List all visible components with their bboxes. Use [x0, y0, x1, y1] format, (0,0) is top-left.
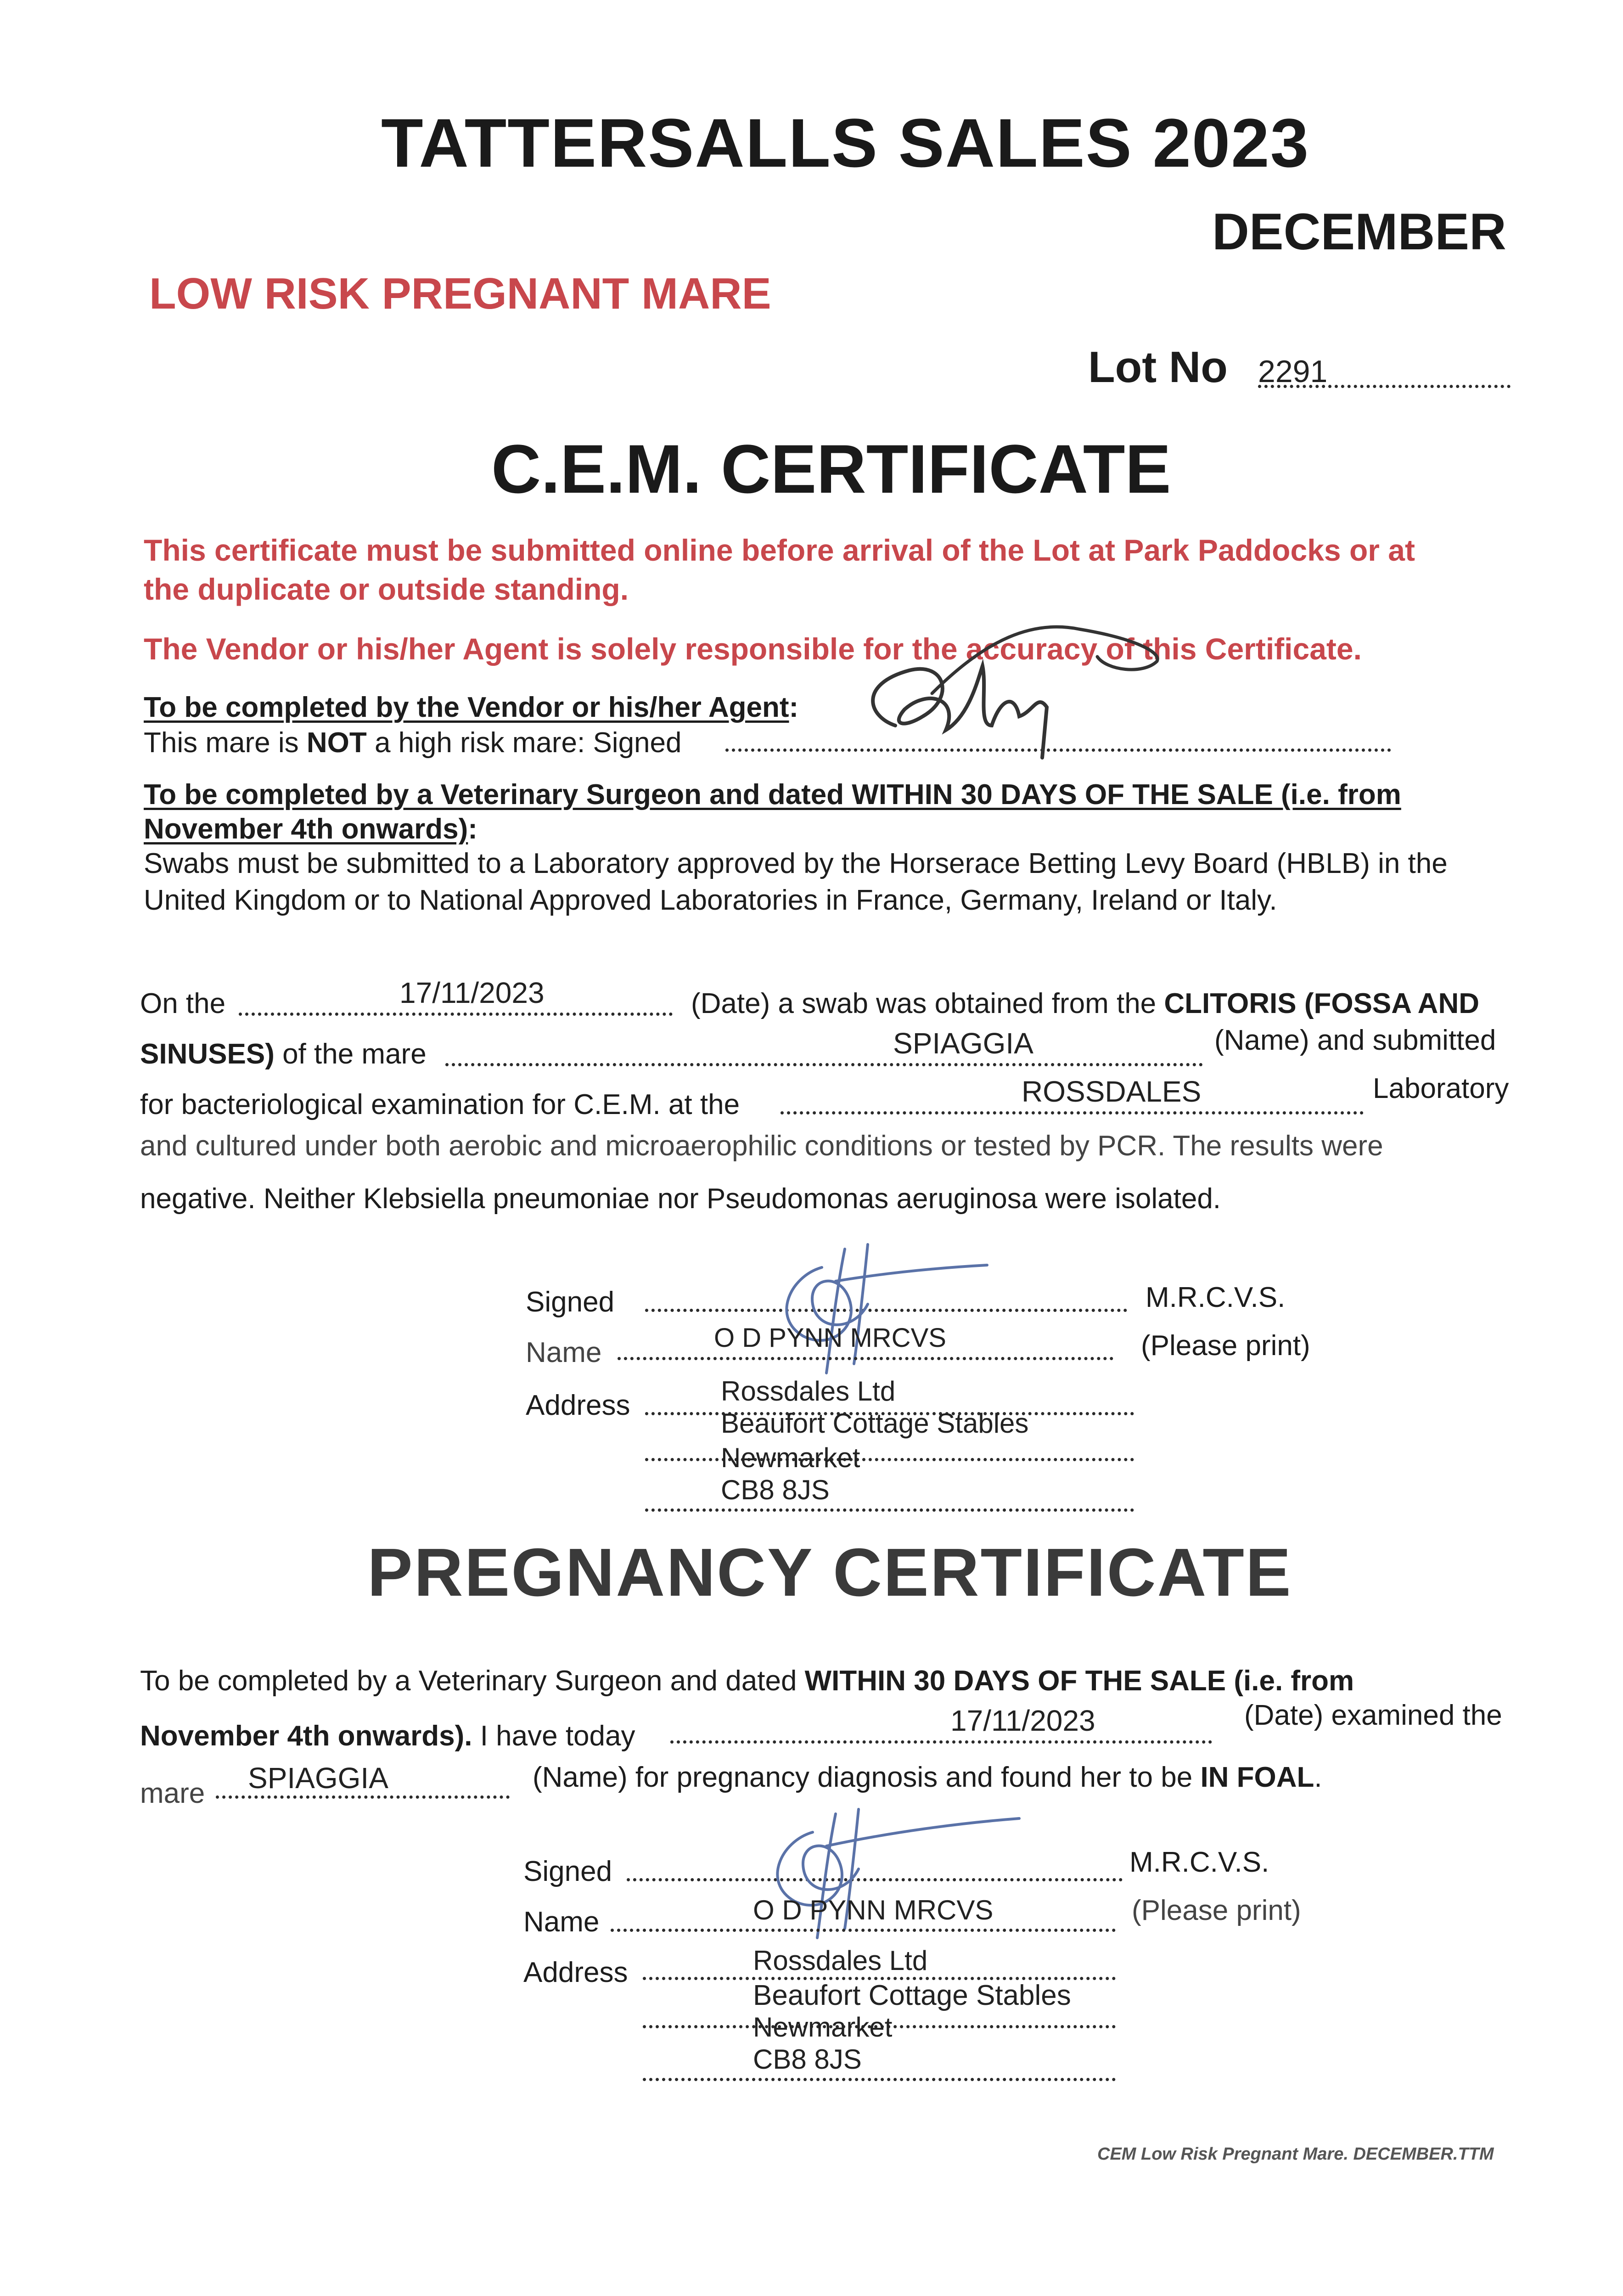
pregnancy-mare-name: SPIAGGIA: [248, 1761, 388, 1795]
negative-text: negative. Neither Klebsiella pneumoniae nor Pseudomonas aeruginosa were isolated.: [140, 1183, 1221, 1215]
vendor-heading-colon: :: [789, 692, 799, 723]
cem-address-4: CB8 8JS: [721, 1474, 830, 1505]
swab-date-line: [239, 1013, 673, 1016]
pregnancy-line-1-bold: WITHIN 30 DAYS OF THE SALE: [804, 1665, 1226, 1697]
online-notice-line-2: the duplicate or outside standing.: [144, 572, 629, 606]
cem-address-label: Address: [526, 1390, 630, 1421]
pregnancy-name-label: Name: [523, 1906, 600, 1938]
pregnancy-name-line: [611, 1929, 1116, 1932]
pregnancy-diagnosis-period: .: [1314, 1761, 1322, 1793]
pregnancy-line-2: [140, 1720, 635, 1752]
swab-date: 17/11/2023: [399, 976, 545, 1009]
pregnancy-line-1-plain: To be completed by a Veterinary Surgeon and dated: [140, 1665, 805, 1697]
pregnancy-mrcvs: M.R.C.V.S.: [1129, 1846, 1269, 1878]
pregnancy-line-2-bold: November 4th onwards).: [140, 1720, 472, 1752]
pregnancy-signed-label: Signed: [523, 1856, 612, 1887]
laboratory-text: Laboratory: [1373, 1073, 1509, 1104]
cem-mare-name: SPIAGGIA: [893, 1027, 1033, 1060]
online-notice-line-1: This certificate must be submitted online before arrival of the Lot at Park Paddocks or at: [144, 533, 1415, 567]
of-the-mare-text: of the mare: [274, 1038, 427, 1070]
cem-address-3: Newmarket: [721, 1442, 860, 1473]
sale-month: DECEMBER: [1212, 203, 1506, 260]
pregnancy-line-2-plain: I have today: [472, 1720, 635, 1752]
swab-date-suffix: [691, 987, 1479, 1020]
pregnancy-address-1: Rossdales Ltd: [753, 1945, 928, 1976]
cem-name-label: Name: [526, 1337, 602, 1368]
pregnancy-please-print: (Please print): [1132, 1895, 1301, 1926]
cem-signed-label: Signed: [526, 1286, 615, 1318]
responsibility-notice: The Vendor or his/her Agent is solely responsible for the accuracy of this Certificate.: [144, 632, 1362, 666]
cem-name-line: [618, 1357, 1113, 1360]
vendor-declaration-pre: This mare is: [144, 727, 307, 759]
cem-title: C.E.M. CERTIFICATE: [491, 430, 1171, 507]
vet-heading-colon: :: [468, 813, 477, 845]
swab-requirement-line-1: Swabs must be submitted to a Laboratory approved by the Horserace Betting Levy Board (HBLB) in the: [144, 848, 1448, 879]
pregnancy-address-label: Address: [523, 1957, 628, 1988]
clitoris-text: CLITORIS (FOSSA AND: [1164, 988, 1479, 1019]
cem-mrcvs: M.R.C.V.S.: [1146, 1282, 1286, 1313]
footer-filename: CEM Low Risk Pregnant Mare. DECEMBER.TTM: [1097, 2144, 1494, 2164]
lot-number: 2291: [1258, 354, 1328, 389]
vendor-declaration-not: NOT: [306, 727, 367, 759]
sale-title: TATTERSALLS SALES 2023: [381, 104, 1310, 181]
pregnancy-date-line: [670, 1740, 1212, 1744]
sinuses-text: SINUSES): [140, 1038, 275, 1070]
cem-address-line-3: [645, 1508, 1134, 1512]
pregnancy-line-1-end: (i.e. from: [1226, 1665, 1354, 1697]
swab-requirement-line-2: United Kingdom or to National Approved Laboratories in France, Germany, Ireland or Italy.: [144, 884, 1277, 916]
vendor-signature: [840, 611, 1207, 758]
cem-vet-name: O D PYNN MRCVS: [714, 1323, 946, 1353]
lot-number-line: [1258, 385, 1511, 388]
pregnancy-diagnosis: [533, 1761, 1322, 1794]
pregnancy-diagnosis-text: (Name) for pregnancy diagnosis and found her to be: [533, 1761, 1201, 1793]
on-the-label: On the: [140, 988, 226, 1019]
vet-heading-line-2-text: November 4th onwards): [144, 813, 468, 845]
laboratory-line: [781, 1111, 1364, 1114]
mare-name-line: [445, 1063, 1203, 1066]
pregnancy-address-3: Newmarket: [753, 2012, 893, 2043]
bacteriological-text: for bacteriological examination for C.E.M. at the: [140, 1089, 740, 1120]
pregnancy-date-suffix: (Date) examined the: [1244, 1699, 1502, 1731]
pregnancy-line-1: [140, 1665, 1354, 1697]
pregnancy-address-2: Beaufort Cottage Stables: [753, 1980, 1071, 2011]
pregnancy-title: PREGNANCY CERTIFICATE: [367, 1535, 1292, 1610]
cem-address-1: Rossdales Ltd: [721, 1376, 896, 1407]
vet-heading-line-2: [144, 813, 477, 845]
pregnancy-mare-label: mare: [140, 1778, 205, 1809]
pregnancy-vet-name: O D PYNN MRCVS: [753, 1895, 994, 1925]
cem-address-line-2: [645, 1458, 1134, 1461]
pregnancy-address-line-3: [643, 2078, 1116, 2081]
lot-label: Lot No: [1088, 343, 1228, 392]
vendor-heading: [144, 691, 798, 724]
pregnancy-address-4: CB8 8JS: [753, 2044, 862, 2075]
vet-heading-line-1: To be completed by a Veterinary Surgeon and dated WITHIN 30 DAYS OF THE SALE (i.e. from: [144, 779, 1401, 810]
cultured-text: and cultured under both aerobic and microaerophilic conditions or tested by PCR. The results were: [140, 1130, 1383, 1162]
laboratory-name: ROSSDALES: [1022, 1075, 1202, 1108]
name-submitted-text: (Name) and submitted: [1214, 1024, 1496, 1056]
vendor-heading-text: To be completed by the Vendor or his/her Agent: [144, 692, 789, 723]
vendor-declaration: [144, 726, 682, 759]
pregnancy-mare-line: [216, 1795, 510, 1799]
pregnancy-date: 17/11/2023: [950, 1704, 1095, 1737]
in-foal-text: IN FOAL: [1200, 1761, 1314, 1793]
risk-label: LOW RISK PREGNANT MARE: [149, 269, 771, 318]
cem-please-print: (Please print): [1141, 1330, 1310, 1362]
sinuses-line: [140, 1038, 427, 1070]
swab-date-suffix-text: (Date) a swab was obtained from the: [691, 988, 1164, 1019]
cem-address-2: Beaufort Cottage Stables: [721, 1408, 1029, 1439]
vendor-declaration-post: a high risk mare: Signed: [366, 727, 682, 759]
